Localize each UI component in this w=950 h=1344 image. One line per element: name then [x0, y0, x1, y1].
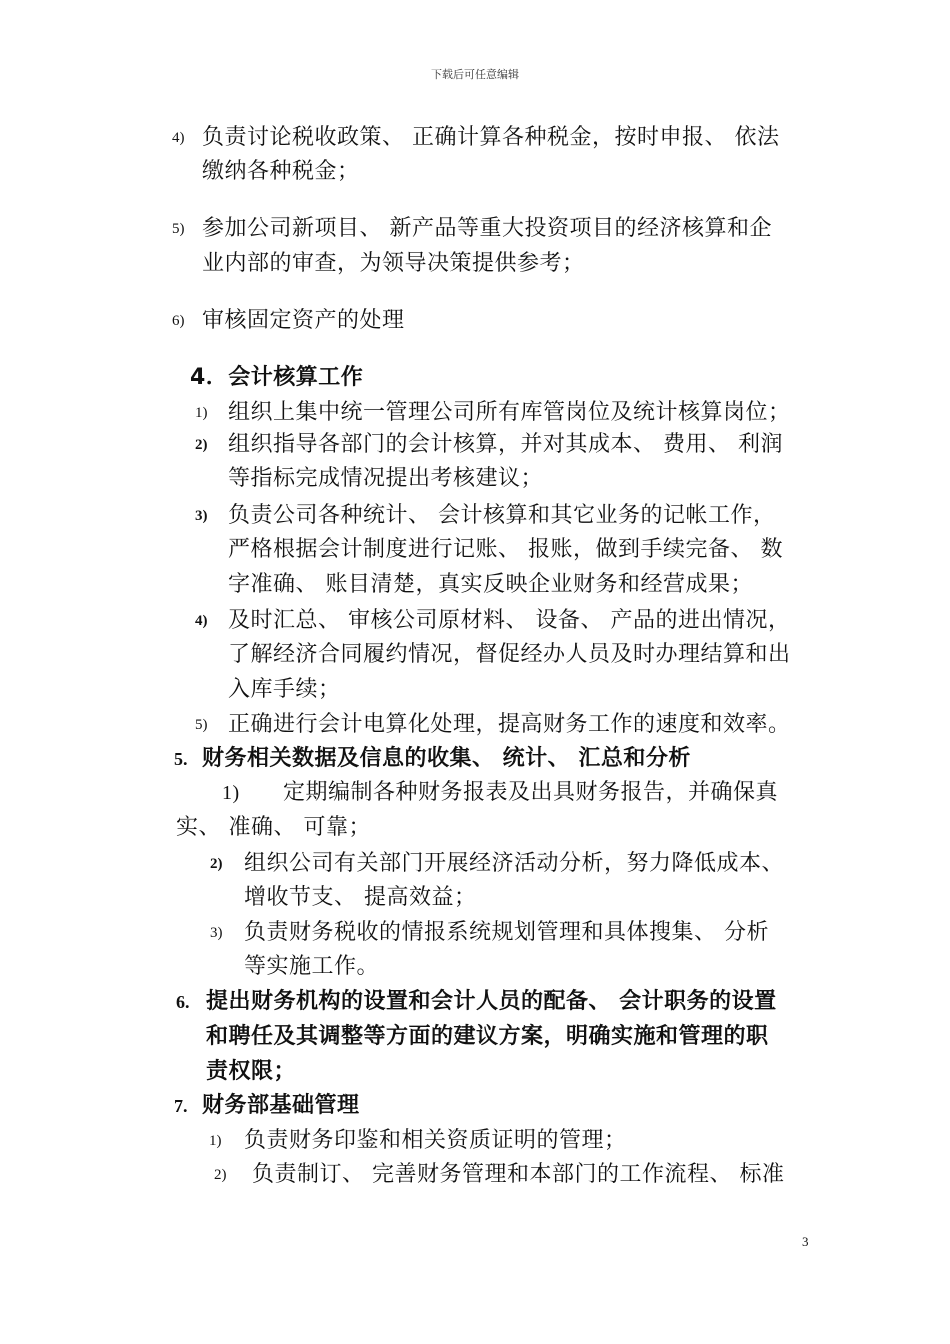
page-number: 3: [802, 1234, 809, 1249]
list-item-text: 增收节支、 提高效益；: [244, 885, 477, 910]
list-item-text: 负责讨论税收政策、 正确计算各种税金，按时申报、 依法: [202, 125, 780, 150]
list-item-text: 缴纳各种税金；: [202, 159, 360, 184]
list-item-text: 组织指导各部门的会计核算，并对其成本、 费用、 利润: [228, 432, 783, 457]
list-item-text: 负责财务税收的情报系统规划管理和具体搜集、 分析: [244, 920, 769, 945]
list-item-text: 实、 准确、 可靠；: [176, 815, 371, 840]
list-item-text: 负责财务印鉴和相关资质证明的管理；: [244, 1128, 627, 1153]
list-item-text: 组织上集中统一管理公司所有库管岗位及统计核算岗位；: [228, 400, 791, 425]
list-number: 1): [209, 1133, 222, 1149]
list-number: 4): [195, 613, 208, 629]
list-number: 3): [195, 508, 208, 524]
list-number: 5): [195, 717, 208, 733]
list-item-text: 负责制订、 完善财务管理和本部门的工作流程、 标准: [252, 1162, 785, 1187]
list-item-text: 字准确、 账目清楚，真实反映企业财务和经营成果；: [228, 572, 753, 597]
list-number: 6): [172, 313, 185, 329]
list-number: 1): [195, 405, 208, 421]
list-item-text: 审核固定资产的处理: [202, 308, 405, 333]
section-number: 6.: [176, 992, 190, 1012]
list-item-text: 定期编制各种财务报表及出具财务报告，并确保真: [283, 780, 779, 805]
list-number: 4): [172, 130, 185, 146]
list-item-text: 及时汇总、 审核公司原材料、 设备、 产品的进出情况，: [228, 608, 791, 633]
section-text: 责权限；: [206, 1059, 297, 1084]
list-item-text: 严格根据会计制度进行记账、 报账，做到手续完备、 数: [228, 537, 783, 562]
section-heading: 财务相关数据及信息的收集、 统计、 汇总和分析: [202, 746, 691, 771]
section-text: 和聘任及其调整等方面的建议方案，明确实施和管理的职: [206, 1024, 769, 1049]
list-number: 5): [172, 221, 185, 237]
list-item-text: 等指标完成情况提出考核建议；: [228, 466, 544, 491]
section-number: 7.: [174, 1096, 188, 1116]
list-item-text: 负责公司各种统计、 会计核算和其它业务的记帐工作，: [228, 503, 776, 528]
list-number: 2): [195, 437, 208, 453]
list-number: 3): [210, 925, 223, 941]
list-number: 1): [222, 782, 240, 804]
list-item-text: 入库手续；: [228, 677, 341, 702]
section-number: 5.: [174, 749, 188, 769]
section-heading: 4．会计核算工作: [190, 365, 364, 390]
list-item-text: 正确进行会计电算化处理，提高财务工作的速度和效率。: [228, 712, 791, 737]
list-number: 2): [214, 1167, 227, 1183]
list-item-text: 组织公司有关部门开展经济活动分析，努力降低成本、: [244, 851, 785, 876]
list-item-text: 参加公司新项目、 新产品等重大投资项目的经济核算和企: [202, 216, 772, 241]
section-text: 提出财务机构的设置和会计人员的配备、 会计职务的设置: [206, 989, 777, 1014]
list-item-text: 等实施工作。: [244, 954, 380, 979]
page-header: 下载后可任意编辑: [431, 68, 519, 81]
list-item-text: 了解经济合同履约情况，督促经办人员及时办理结算和出: [228, 642, 791, 667]
list-item-text: 业内部的审查，为领导决策提供参考；: [202, 251, 585, 276]
section-heading: 财务部基础管理: [202, 1093, 360, 1118]
list-number: 2): [210, 856, 223, 872]
